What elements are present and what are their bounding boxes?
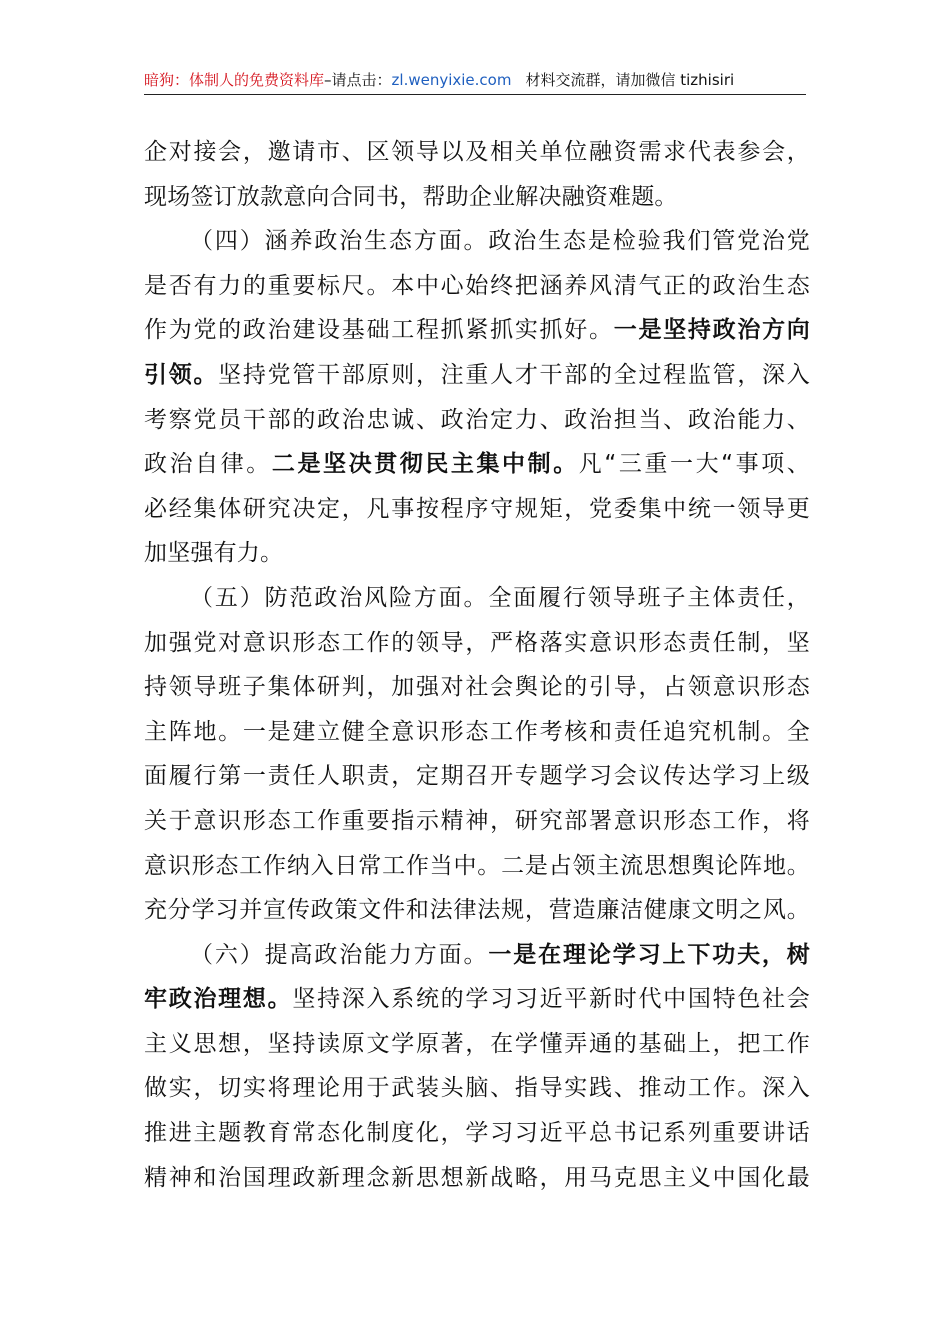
text-line: 引领。坚持党管干部原则，注重人才干部的全过程监管，深入 [144,361,810,388]
text-line: 持领导班子集体研判，加强对社会舆论的引导，占领意识形态 [144,674,810,701]
section-heading-line: （六）提高政治能力方面。一是在理论学习上下功夫，树 [190,941,810,968]
text-line: 关于意识形态工作重要指示精神，研究部署意识形态工作，将 [144,807,810,834]
text-line: 是否有力的重要标尺。本中心始终把涵养风清气正的政治生态 [144,272,810,299]
header-brand: 暗狗：体制人的免费资料库 [144,71,325,89]
text-line: 主阵地。一是建立健全意识形态工作考核和责任追究机制。全 [144,718,810,745]
text-line: 充分学习并宣传政策文件和法律法规，营造廉洁健康文明之风。 [144,897,810,924]
page-header [144,66,806,95]
header-group-note: 材料交流群，请加微信 tizhisiri [525,71,735,89]
text-line: 推进主题教育常态化制度化，学习习近平总书记系列重要讲话 [144,1120,810,1147]
text-line: 精神和治国理政新理念新思想新战略，用马克思主义中国化最 [144,1164,810,1191]
section-heading-line: （五）防范政治风险方面。全面履行领导班子主体责任， [190,584,810,611]
section-heading-line: （四）涵养政治生态方面。政治生态是检验我们管党治党 [190,228,810,255]
text-line: 考察党员干部的政治忠诚、政治定力、政治担当、政治能力、 [144,406,810,433]
text-line: 现场签订放款意向合同书，帮助企业解决融资难题。 [144,183,678,210]
text-line: 牢政治理想。坚持深入系统的学习习近平新时代中国特色社会 [144,986,811,1013]
text-line: 企对接会，邀请市、区领导以及相关单位融资需求代表参会， [144,139,810,165]
text-line: 面履行第一责任人职责，定期召开专题学习会议传达学习上级 [144,763,810,790]
header-url-link[interactable]: zl.wenyixie.com [391,71,512,89]
text-line: 必经集体研究决定，凡事按程序守规矩，党委集中统一领导更 [144,495,810,522]
text-line: 加坚强有力。 [144,540,284,567]
text-line: 意识形态工作纳入日常工作当中。二是占领主流思想舆论阵地。 [144,852,810,879]
text-line: 加强党对意识形态工作的领导，严格落实意识形态责任制，坚 [144,629,810,656]
text-line: 作为党的政治建设基础工程抓紧抓实抓好。一是坚持政治方向 [144,317,810,344]
document-body [144,130,810,1200]
text-line: 主义思想，坚持读原文学原著，在学懂弄通的基础上，把工作 [144,1030,810,1057]
header-click-prompt: –请点击： [324,71,392,89]
text-line: 做实，切实将理论用于武装头脑、指导实践、推动工作。深入 [144,1075,810,1102]
text-line: 政治自律。二是坚决贯彻民主集中制。凡“三重一大“事项、 [144,451,810,478]
